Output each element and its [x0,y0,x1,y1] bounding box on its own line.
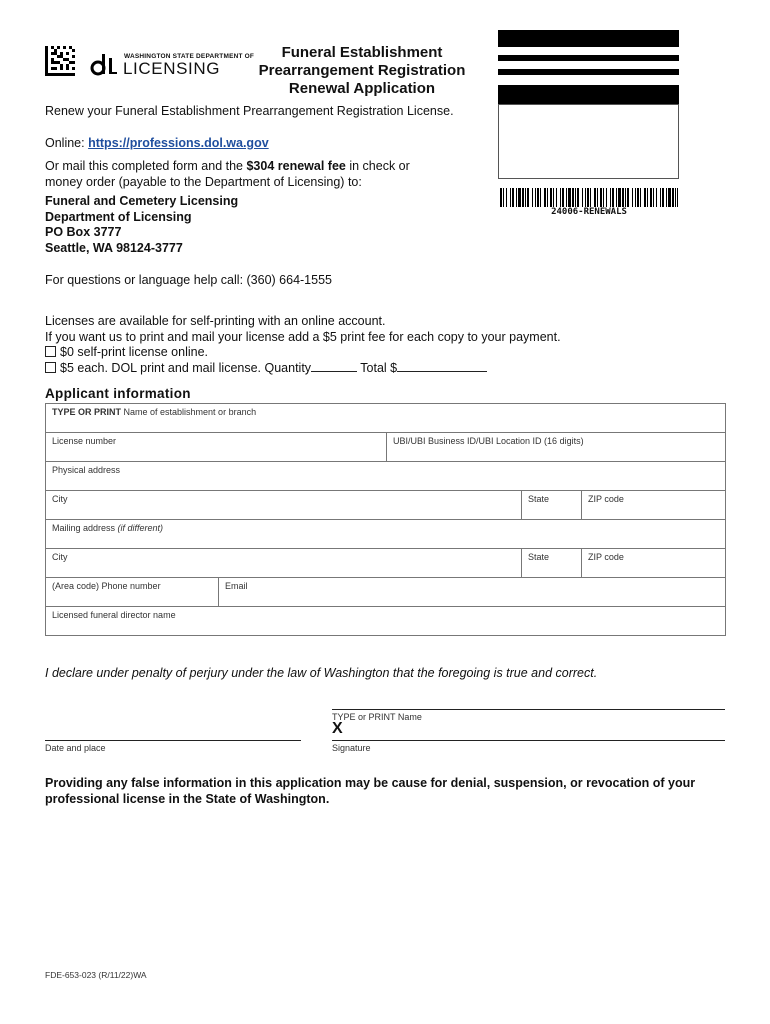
zip-label: ZIP code [588,552,624,562]
mail-text-post: in check or [345,159,410,173]
mailing-city-field[interactable] [46,549,522,578]
questions-phone: For questions or language help call: (360) 664-1555 [45,273,332,287]
total-field[interactable] [397,360,487,372]
state-label: State [528,552,550,562]
qr-code-icon [45,46,75,76]
physical-address-field[interactable] [46,462,726,491]
mailing-address-line-1: Funeral and Cemetery Licensing [45,194,239,208]
mailing-address-field[interactable] [46,520,726,549]
online-link[interactable]: https://professions.dol.wa.gov [88,136,269,150]
total-label: Total $ [357,361,398,375]
signature-label: Signature [332,743,371,753]
barcode-icon [500,188,678,207]
mailing-state-field[interactable] [522,549,582,578]
table-row [46,433,726,462]
signature-x-mark: X [332,720,343,737]
city-label: City [52,494,68,504]
mailing-address-line-3: PO Box 3777 [45,225,122,239]
zip-label: ZIP code [588,494,624,504]
email-field[interactable] [219,578,726,607]
table-row [46,462,726,491]
logo-licensing-text: LICENSING [123,59,221,78]
mailing-address-line-2: Department of Licensing [45,210,192,224]
ubi-label: UBI/UBI Business ID/UBI Location ID (16 digits) [393,436,584,446]
establishment-name-label: Name of establishment or branch [121,407,257,417]
office-use-box [498,104,679,179]
mailing-address-note: (if different) [117,523,164,533]
date-place-label: Date and place [45,743,106,753]
perjury-declaration: I declare under penalty of perjury under the law of Washington that the foregoing is true and correct. [45,666,598,680]
printed-name-line[interactable] [332,709,725,710]
mail-instructions [45,159,410,175]
director-name-label: Licensed funeral director name [52,610,176,620]
type-or-print-label: TYPE OR PRINT [52,407,122,417]
date-place-line[interactable] [45,740,301,741]
printed-name-label: TYPE or PRINT Name [332,712,422,722]
phone-label: (Area code) Phone number [52,581,161,591]
mailing-address-line-4: Seattle, WA 98124-3777 [45,241,183,255]
applicant-table [45,403,726,636]
applicant-heading: Applicant information [45,386,191,401]
renewal-fee: $304 renewal fee [246,159,346,173]
title-line-1: Funeral Establishment [281,44,443,61]
title-line-3: Renewal Application [288,80,436,97]
table-row [46,520,726,549]
mailing-zip-field[interactable] [582,549,726,578]
table-row [46,491,726,520]
table-row [46,578,726,607]
online-label: Online: [45,136,89,150]
mail-instructions-line-2: money order (payable to the Department of Licensing) to: [45,175,362,189]
online-line [45,136,269,152]
quantity-field[interactable] [311,360,357,372]
self-print-info: Licenses are available for self-printing with an online account. [45,314,386,328]
establishment-name-field[interactable] [46,404,726,433]
dol-print-checkbox[interactable] [45,362,56,373]
renew-instructions: Renew your Funeral Establishment Prearrangement Registration License. [45,104,454,118]
self-print-checkbox[interactable] [45,346,56,357]
table-row [46,549,726,578]
option-self-print [45,345,208,361]
dol-logo-icon [90,52,120,76]
license-number-field[interactable] [46,433,387,462]
physical-state-field[interactable] [522,491,582,520]
physical-address-label: Physical address [52,465,121,475]
table-row [46,607,726,636]
phone-field[interactable] [46,578,219,607]
print-fee-info: If you want us to print and mail your license add a $5 print fee for each copy to your payment. [45,330,561,344]
director-name-field[interactable] [46,607,726,636]
option-self-print-label: $0 self-print license online. [60,345,208,359]
physical-zip-field[interactable] [582,491,726,520]
option-dol-print [45,360,487,377]
option-dol-print-label: $5 each. DOL print and mail license. Quantity [60,361,312,375]
barcode-number: 24006-RENEWALS [551,207,627,217]
logo-department-text: WASHINGTON STATE DEPARTMENT OF [124,53,255,60]
ubi-field[interactable] [387,433,726,462]
email-label: Email [225,581,248,591]
signature-line[interactable] [332,740,725,741]
state-label: State [528,494,550,504]
title-line-2: Prearrangement Registration [258,62,466,79]
mailing-address-label: Mailing address [52,523,118,533]
mail-text-pre: Or mail this completed form and the [45,159,247,173]
physical-city-field[interactable] [46,491,522,520]
city-label: City [52,552,68,562]
table-row [46,404,726,433]
license-number-label: License number [52,436,117,446]
false-info-warning: Providing any false information in this application may be cause for denial, suspension, or revocation of your professional license in the State of Washington. [45,776,696,806]
form-number: FDE-653-023 (R/11/22)WA [45,970,147,980]
page-title [232,44,492,98]
